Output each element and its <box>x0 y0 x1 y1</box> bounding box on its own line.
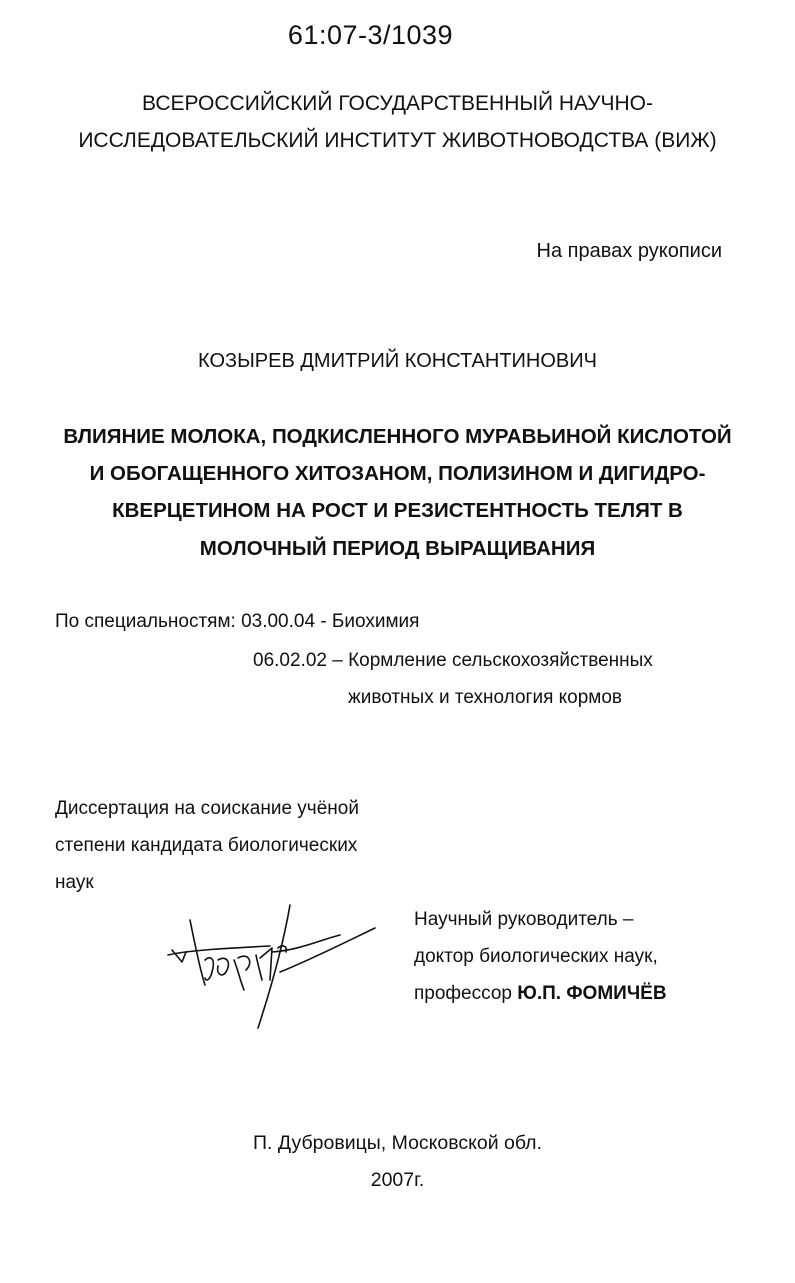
publication-place: П. Дубровицы, Московской обл. <box>253 1132 542 1154</box>
specialty-second-line-1: 06.02.02 – Кормление сельскохозяйственных <box>253 650 653 671</box>
dissertation-line-2: степени кандидата биологических <box>55 835 358 856</box>
title-line-3: КВЕРЦЕТИНОМ НА РОСТ И РЕЗИСТЕНТНОСТЬ ТЕЛЯТ В <box>112 499 683 522</box>
handwritten-signature <box>160 900 385 1030</box>
supervisor-line-3: профессор Ю.П. ФОМИЧЁВ <box>414 983 667 1004</box>
rights-note: На правах рукописи <box>536 240 722 262</box>
registry-code: 61:07-3/1039 <box>287 20 454 50</box>
supervisor-line-2: доктор биологических наук, <box>414 946 658 967</box>
title-line-1: ВЛИЯНИЕ МОЛОКА, ПОДКИСЛЕННОГО МУРАВЬИНОЙ КИСЛОТОЙ <box>63 425 732 448</box>
author-name: КОЗЫРЕВ ДМИТРИЙ КОНСТАНТИНОВИЧ <box>198 350 597 372</box>
publication-year: 2007г. <box>370 1169 425 1191</box>
supervisor-name: Ю.П. ФОМИЧЁВ <box>517 983 667 1004</box>
dissertation-line-3: наук <box>55 872 94 893</box>
institution-line-2: ИССЛЕДОВАТЕЛЬСКИЙ ИНСТИТУТ ЖИВОТНОВОДСТВА (ВИЖ) <box>78 129 717 152</box>
title-line-4: МОЛОЧНЫЙ ПЕРИОД ВЫРАЩИВАНИЯ <box>199 537 596 560</box>
dissertation-line-1: Диссертация на соискание учёной <box>55 798 359 819</box>
specialty-label: По специальностям: 03.00.04 - Биохимия <box>55 611 420 632</box>
institution-line-1: ВСЕРОССИЙСКИЙ ГОСУДАРСТВЕННЫЙ НАУЧНО- <box>142 92 653 115</box>
title-line-2: И ОБОГАЩЕННОГО ХИТОЗАНОМ, ПОЛИЗИНОМ И ДИГИДРО- <box>89 462 706 485</box>
supervisor-line-1: Научный руководитель – <box>414 909 634 930</box>
specialty-second-line-2: животных и технология кормов <box>348 687 623 708</box>
